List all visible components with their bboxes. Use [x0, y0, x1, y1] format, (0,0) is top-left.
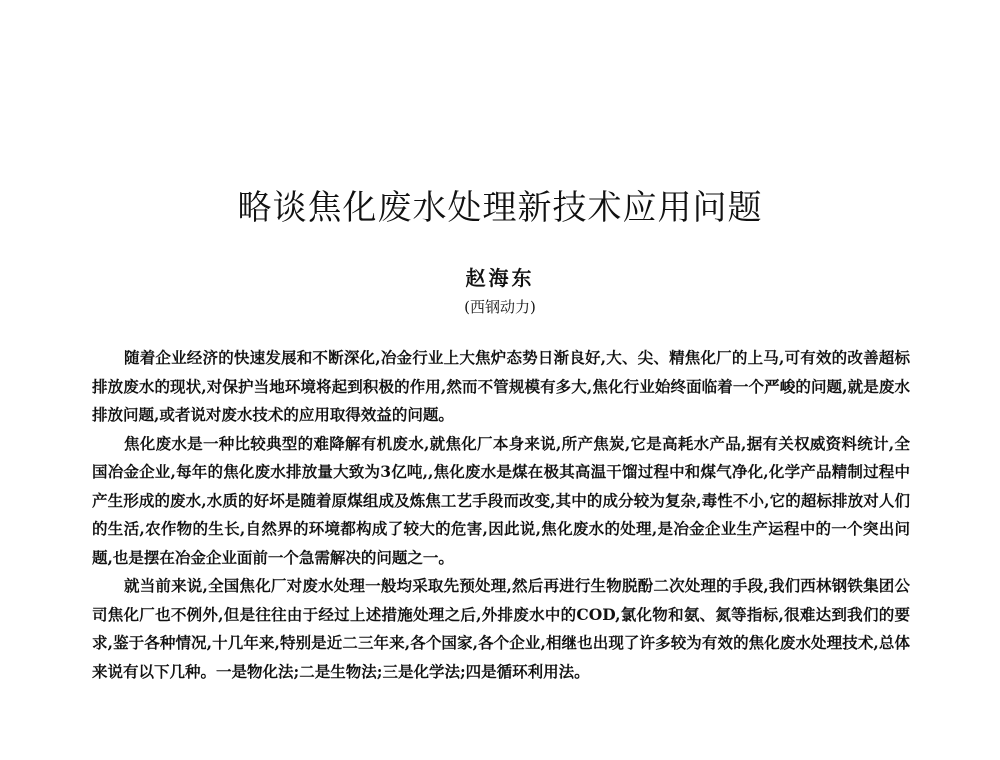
body-paragraph-3: 就当前来说,全国焦化厂对废水处理一般均采取先预处理,然后再进行生物脱酚二次处理的手段,我们西林钢铁集团公司焦化厂也不例外,但是往往由于经过上述措施处理之后,外排废水中的COD,氯化物和氨、氮等指标,很难达到我们的要求,鉴于各种情况,十几年来,特别是近二三年来,各个国家,各个企业,相继也出现了许多较为有效的焦化废水处理技术,总体来说有以下几种。一是物化法;二是生物法;三是化学法;四是循环利用法。 [92, 576, 910, 681]
article-author: 赵海东 [465, 266, 535, 290]
body-paragraph-1: 随着企业经济的快速发展和不断深化,冶金行业上大焦炉态势日渐良好,大、尖、精焦化厂的上马,可有效的改善超标排放废水的现状,对保护当地环境将起到积极的作用,然而不管规模有多大,焦化行业始终面临着一个严峻的问题,就是废水排放问题,或者说对废水技术的应用取得效益的问题。 [92, 348, 910, 424]
body-paragraph-2: 焦化废水是一种比较典型的难降解有机废水,就焦化厂本身来说,所产焦炭,它是高耗水产品,据有关权威资料统计,全国冶金企业,每年的焦化废水排放量大致为3亿吨,,焦化废水是煤在极其高温干馏过程中和煤气净化,化学产品精制过程中产生形成的废水,水质的好坏是随着原煤组成及炼焦工艺手段而改变,其中的成分较为复杂,毒性不小,它的超标排放对人们的生活,农作物的生长,自然界的环境都构成了较大的危害,因此说,焦化废水的处理,是冶金企业生产运程中的一个突出问题,也是摆在冶金企业面前一个急需解决的问题之一。 [92, 433, 910, 567]
author-affiliation: (西钢动力) [464, 298, 536, 316]
article-body [92, 344, 910, 686]
article-title: 略谈焦化废水处理新技术应用问题 [237, 188, 763, 228]
